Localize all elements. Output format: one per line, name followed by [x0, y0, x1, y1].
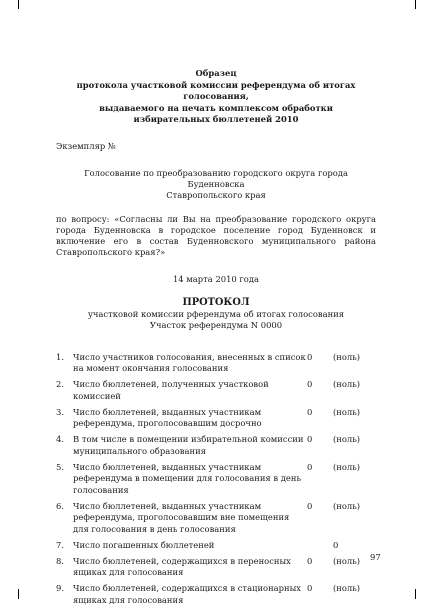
- row-number: 7.: [56, 539, 64, 550]
- header-line: Образец: [195, 68, 237, 78]
- voting-line: Голосование по преобразованию городского округа города Буденновска: [84, 167, 348, 189]
- row-text: Число бюллетеней, выданных участникам референдума, проголосовавшим вне помещения для голосования в день голосования: [73, 500, 290, 534]
- row-text: Число погашенных бюллетеней: [73, 539, 215, 550]
- row-value-words: (ноль): [333, 351, 361, 362]
- row-value-words: (ноль): [333, 500, 361, 511]
- row-text: В том числе в помещении избирательной комиссии муниципального образования: [73, 434, 304, 456]
- protocol-subtitle: участковой комиссии рферендума об итогах голосования: [87, 308, 345, 319]
- protocol-row: [56, 352, 376, 375]
- row-value-words: (ноль): [333, 555, 361, 566]
- crop-mark: [18, 589, 19, 599]
- protocol-row: [56, 583, 376, 606]
- row-text: Число участников голосования, внесенных в список на момент окончания голосования: [73, 351, 306, 373]
- document-page: [56, 68, 376, 611]
- row-number: 1.: [56, 351, 64, 362]
- row-value-words: (ноль): [333, 583, 361, 593]
- row-number: 3.: [56, 406, 64, 417]
- protocol-row: [56, 540, 376, 552]
- row-text: Число бюллетеней, содержащихся в переносных ящиках для голосования: [73, 555, 291, 577]
- row-value-words: (ноль): [333, 379, 361, 389]
- header-line: избирательных бюллетеней 2010: [133, 114, 299, 124]
- row-number: 2.: [56, 379, 64, 389]
- referendum-question: по вопросу: «Согласны ли Вы на преобразование городского округа города Буденновска в городское поселение город Буденновск и включение его в состав Буденновского муниципального района Ставропольского края?»: [56, 213, 376, 257]
- document-date: 14 марта 2010 года: [172, 273, 260, 284]
- row-text: Число бюллетеней, выданных участникам референдума в помещении для голосования в день голосования: [73, 461, 302, 495]
- row-value-words: (ноль): [333, 406, 361, 417]
- row-value-words: (ноль): [333, 461, 361, 472]
- row-value: 0: [307, 500, 313, 511]
- protocol-row: [56, 407, 376, 430]
- row-value: [307, 540, 333, 552]
- copy-label: Экземпляр №: [56, 140, 116, 151]
- row-text: Число бюллетеней, содержащихся в стационарных ящиках для голосования: [73, 583, 301, 605]
- row-number: 8.: [56, 555, 64, 566]
- protocol-row: [56, 501, 376, 536]
- row-text: Число бюллетеней, полученных участковой комиссией: [73, 379, 269, 401]
- row-value: 0: [307, 555, 313, 566]
- row-number: 9.: [56, 583, 64, 593]
- row-value-words: (ноль): [333, 434, 361, 444]
- page-number: 97: [370, 552, 381, 562]
- header-line: выдаваемого на печать комплексом обработки: [99, 102, 333, 113]
- protocol-row: [56, 434, 376, 457]
- crop-mark: [415, 589, 416, 599]
- precinct-label: Участок референдума N 0000: [149, 319, 283, 330]
- protocol-row: [56, 379, 376, 402]
- row-value: 0: [307, 406, 313, 417]
- crop-mark: [18, 0, 19, 9]
- row-number: 5.: [56, 461, 64, 472]
- row-value: 0: [307, 379, 313, 389]
- row-value: 0: [307, 351, 313, 362]
- protocol-title: ПРОТОКОЛ: [182, 296, 250, 308]
- protocol-row: [56, 462, 376, 497]
- row-number: 6.: [56, 500, 64, 511]
- voting-title: [56, 168, 376, 201]
- row-value: 0: [307, 461, 313, 472]
- row-value-words: 0: [333, 539, 339, 550]
- row-text: Число бюллетеней, выданных участникам референдума, проголосовавшим досрочно: [73, 406, 262, 428]
- row-value: 0: [307, 434, 313, 444]
- row-number: 4.: [56, 434, 64, 444]
- voting-line: Ставропольского края: [166, 189, 266, 200]
- header-line: протокола участковой комиссии референдума об итогах голосования,: [76, 79, 356, 101]
- protocol-items: [56, 352, 376, 607]
- row-value: 0: [307, 583, 313, 593]
- protocol-row: [56, 556, 376, 579]
- crop-mark: [415, 0, 416, 9]
- document-header: [56, 68, 376, 126]
